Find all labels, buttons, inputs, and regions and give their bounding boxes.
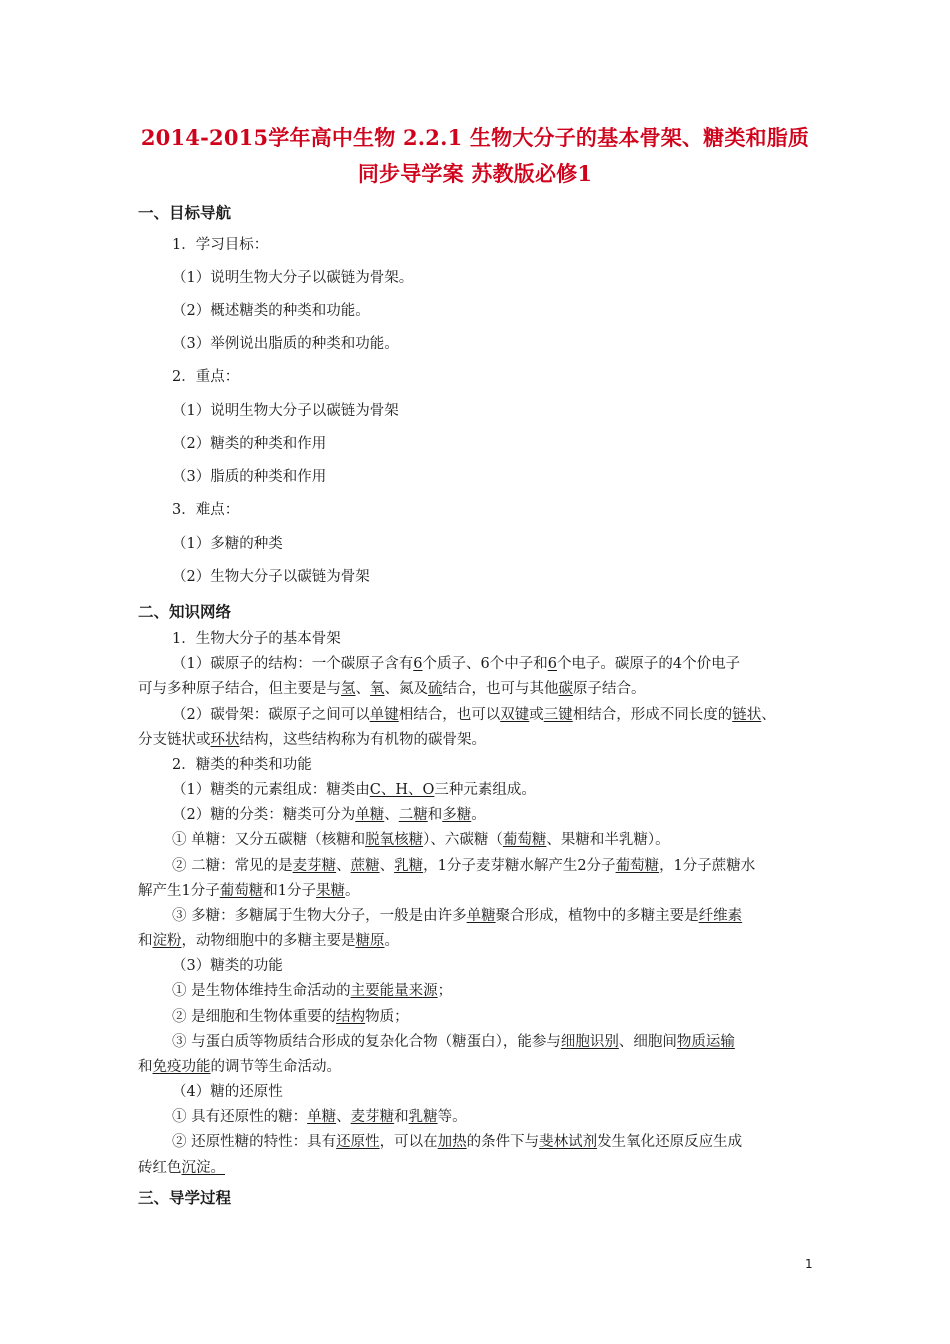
text-segment: ② 二糖：常见的是 [172, 858, 293, 874]
text-line [138, 931, 399, 951]
answer-blank: 果糖 [315, 883, 345, 899]
text-line: （2）概述糖类的种类和功能。 [172, 303, 370, 319]
answer-blank: 单键 [369, 707, 399, 723]
answer-blank: 物质运输 [676, 1034, 735, 1050]
text-segment: 或 [529, 707, 544, 723]
text-segment: 、 [384, 807, 399, 823]
section-heading-knowledge-network: 二、知识网络 [138, 602, 232, 621]
text-line [138, 679, 646, 699]
document-title-line-2: 同步导学案 苏教版必修1 [357, 161, 593, 186]
text-line [138, 1057, 341, 1077]
answer-blank: 单糖 [355, 807, 385, 823]
text-line [172, 654, 740, 674]
text-line [172, 705, 776, 725]
section-heading-guided-process: 三、导学过程 [138, 1188, 232, 1207]
text-segment: ② 是细胞和生物体重要的 [172, 1009, 337, 1025]
text-segment: 和 [394, 1109, 409, 1125]
answer-blank: 还原性 [336, 1134, 380, 1150]
text-line [172, 1007, 409, 1027]
answer-blank: 加热 [437, 1134, 467, 1150]
text-segment: 和1分子 [263, 883, 316, 899]
text-segment: （1）碳原子的结构：一个碳原子含有 [172, 656, 414, 672]
text-segment: 。 [344, 883, 360, 899]
answer-blank: 主要能量来源 [350, 983, 438, 999]
text-line: （2）糖类的种类和作用 [172, 436, 327, 452]
text-segment: ，可以在 [379, 1134, 438, 1150]
text-segment: 的调节等生命活动。 [210, 1059, 341, 1075]
text-segment: 可与多种原子结合，但主要是与 [138, 681, 341, 697]
text-segment: 。 [384, 933, 399, 949]
answer-blank: 麦芽糖 [292, 858, 337, 874]
answer-blank: 6 [413, 656, 423, 672]
answer-blank: 碳 [558, 681, 573, 697]
text-line: 3．难点： [172, 502, 240, 518]
text-segment: 三种元素组成。 [434, 782, 536, 798]
text-line [172, 1032, 735, 1052]
text-segment: 相结合，也可以 [398, 707, 501, 723]
text-line [172, 805, 486, 825]
text-line [172, 856, 755, 876]
subsection-title: （3）糖类的功能 [172, 958, 283, 974]
text-line: （2）生物大分子以碳链为骨架 [172, 569, 370, 585]
subsection-title: 2．糖类的种类和功能 [172, 757, 312, 773]
text-segment: ，动物细胞中的多糖主要是 [181, 933, 356, 949]
text-segment: 、果糖和半乳糖）。 [546, 832, 670, 848]
answer-blank: 双键 [500, 707, 530, 723]
text-segment: 和 [427, 807, 443, 823]
answer-blank: 糖原 [355, 933, 385, 949]
text-line: （3）举例说出脂质的种类和功能。 [172, 336, 399, 352]
text-segment: 原子结合。 [573, 681, 646, 697]
answer-blank: 免疫功能 [152, 1059, 211, 1075]
text-segment: 和 [138, 933, 153, 949]
text-segment: 、 [336, 858, 351, 874]
text-segment: 相结合，形成不同长度的 [572, 707, 733, 723]
text-line: （3）脂质的种类和作用 [172, 469, 327, 485]
text-segment: 的条件下与 [466, 1134, 540, 1150]
text-segment: 结构，这些结构称为有机物的碳骨架。 [239, 732, 486, 748]
text-line [172, 830, 670, 850]
answer-blank: 乳糖 [394, 858, 424, 874]
text-segment: （1）糖类的元素组成：糖类由 [172, 782, 370, 798]
text-line: （1）说明生物大分子以碳链为骨架。 [172, 270, 414, 286]
text-line [138, 730, 486, 750]
answer-blank: 淀粉 [152, 933, 182, 949]
answer-blank: 多糖 [442, 807, 472, 823]
text-segment: ； [437, 983, 453, 999]
text-segment: 。 [471, 807, 486, 823]
text-segment: ，1分子蔗糖水 [659, 858, 756, 874]
subsection-title: 1．生物大分子的基本骨架 [172, 631, 341, 647]
text-segment: 砖红色 [138, 1160, 182, 1176]
text-line: 2．重点： [172, 369, 240, 385]
answer-blank: 沉淀。 [181, 1160, 225, 1176]
answer-blank: 6 [547, 656, 557, 672]
answer-blank: 硫 [428, 681, 443, 697]
answer-blank: 单糖 [466, 908, 496, 924]
answer-blank: C、H、O [369, 782, 435, 798]
answer-blank: 三键 [543, 707, 573, 723]
text-segment: 、 [379, 858, 395, 874]
text-line [172, 906, 742, 926]
answer-blank: 脱氧核糖 [365, 832, 424, 848]
answer-blank: 纤维素 [698, 908, 743, 924]
text-line: （1）说明生物大分子以碳链为骨架 [172, 403, 399, 419]
text-line [172, 981, 452, 1001]
answer-blank: 葡萄糖 [219, 883, 264, 899]
answer-blank: 斐林试剂 [539, 1134, 598, 1150]
answer-blank: 单糖 [307, 1109, 337, 1125]
text-segment: 、氮及 [384, 681, 428, 697]
text-segment: 个质子、6个中子和 [422, 656, 548, 672]
text-segment: 分支链状或 [138, 732, 211, 748]
text-segment: 发生氧化还原反应生成 [597, 1134, 743, 1150]
answer-blank: 蔗糖 [350, 858, 380, 874]
text-segment: ③ 与蛋白质等物质结合形成的复杂化合物（糖蛋白），能参与 [172, 1034, 561, 1050]
text-segment: 、 [761, 707, 776, 723]
answer-blank: 葡萄糖 [502, 832, 547, 848]
text-segment: 、 [336, 1109, 351, 1125]
subsection-title: （4）糖的还原性 [172, 1084, 283, 1100]
text-segment: 物质； [365, 1009, 409, 1025]
text-segment: 、细胞间 [618, 1034, 677, 1050]
text-line [138, 1158, 225, 1178]
text-segment: ）、六碳糖（ [423, 832, 503, 848]
text-segment: 、 [355, 681, 370, 697]
text-segment: 聚合形成，植物中的多糖主要是 [495, 908, 699, 924]
answer-blank: 链状 [732, 707, 762, 723]
answer-blank: 葡萄糖 [615, 858, 660, 874]
text-line [172, 1107, 467, 1127]
answer-blank: 细胞识别 [560, 1034, 619, 1050]
text-line: （1）多糖的种类 [172, 536, 283, 552]
text-segment: ，1分子麦芽糖水解产生2分子 [423, 858, 616, 874]
text-line: 1．学习目标： [172, 237, 269, 253]
text-segment: （2）糖的分类：糖类可分为 [172, 807, 356, 823]
answer-blank: 麦芽糖 [350, 1109, 395, 1125]
text-segment: ① 具有还原性的糖： [172, 1109, 308, 1125]
text-segment: ② 还原性糖的特性：具有 [172, 1134, 337, 1150]
text-segment: 和 [138, 1059, 153, 1075]
answer-blank: 环状 [210, 732, 240, 748]
document-title-line-1: 2014-2015学年高中生物 2.2.1 生物大分子的基本骨架、糖类和脂质 [140, 125, 810, 150]
section-heading-goals: 一、目标导航 [138, 203, 232, 222]
text-segment: 等。 [437, 1109, 467, 1125]
text-segment: 解产生1分子 [138, 883, 220, 899]
answer-blank: 结构 [336, 1009, 366, 1025]
text-segment: ③ 多糖：多糖属于生物大分子，一般是由许多 [172, 908, 467, 924]
text-segment: ① 单糖：又分五碳糖（核糖和 [172, 832, 366, 848]
page-number: 1 [805, 1257, 813, 1271]
answer-blank: 二糖 [398, 807, 428, 823]
text-line [138, 881, 359, 901]
answer-blank: 乳糖 [408, 1109, 438, 1125]
answer-blank: 氧 [370, 681, 385, 697]
text-segment: （2）碳骨架：碳原子之间可以 [172, 707, 370, 723]
text-line [172, 780, 536, 800]
answer-blank: 氢 [341, 681, 356, 697]
text-segment: 结合，也可与其他 [442, 681, 559, 697]
text-segment: ① 是生物体维持生命活动的 [172, 983, 351, 999]
text-line [172, 1132, 742, 1152]
text-segment: 个电子。碳原子的4个价电子 [556, 656, 741, 672]
